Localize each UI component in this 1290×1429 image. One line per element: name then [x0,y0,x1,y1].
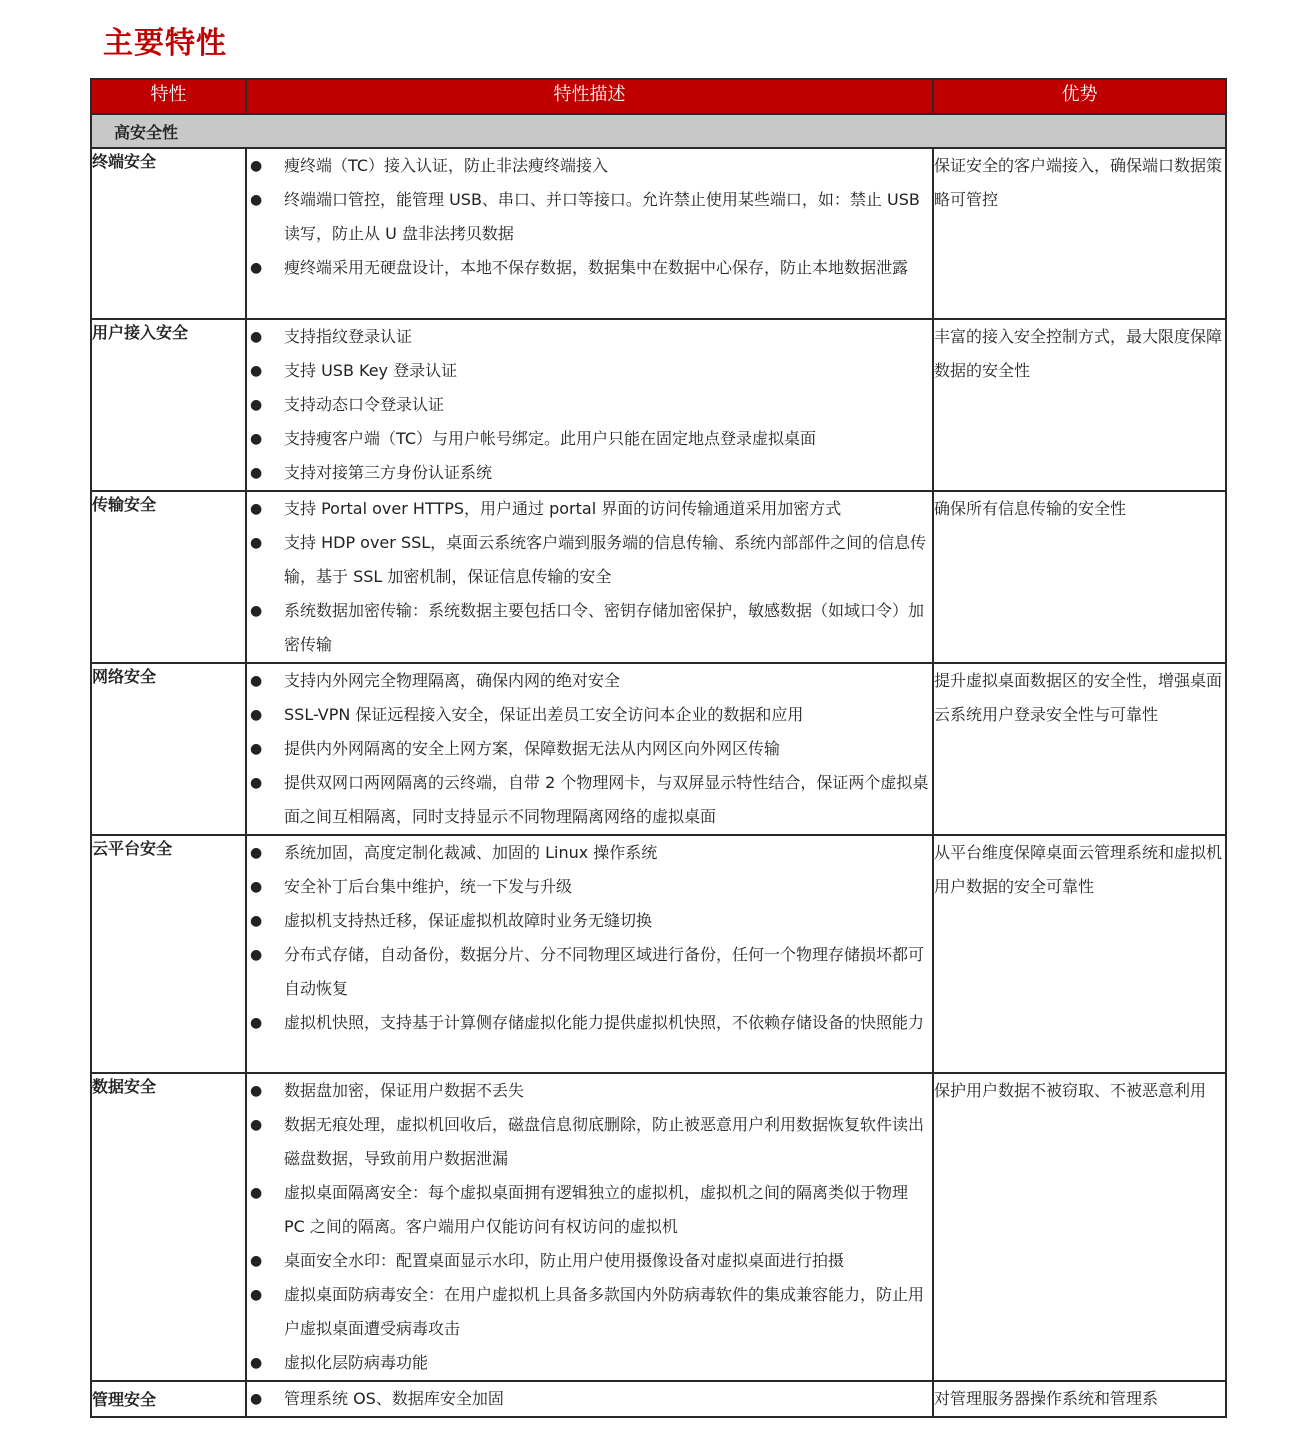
bullet-icon: ● [250,535,263,551]
feature-name: 终端安全 [91,148,246,319]
bullet-icon: ● [250,158,263,174]
table-row [91,491,1226,663]
page-title: 主要特性 [103,26,227,61]
bullet-text: 支持指纹登录认证 [284,327,413,346]
bullet-icon: ● [250,1355,263,1371]
feature-description [246,148,933,319]
feature-description [246,835,933,1073]
bullet-icon: ● [250,363,263,379]
bullet-item [247,870,932,904]
header-advantage: 优势 [933,79,1226,114]
feature-advantage: 提升虚拟桌面数据区的安全性，增强桌面云系统用户登录安全性与可靠性 [933,663,1226,835]
bullet-text: 数据无痕处理，虚拟机回收后，磁盘信息彻底删除，防止被恶意用户利用数据恢复软件读出磁盘数据，导致前用户数据泄漏 [284,1115,925,1168]
feature-name: 用户接入安全 [91,319,246,491]
bullet-item [247,698,932,732]
feature-description [246,491,933,663]
bullet-list [247,1382,932,1416]
feature-advantage: 确保所有信息传输的安全性 [933,491,1226,663]
bullet-item [247,251,932,285]
bullet-icon: ● [250,431,263,447]
bullet-text: 支持动态口令登录认证 [284,395,445,414]
bullet-item [247,766,932,834]
bullet-item [247,320,932,354]
feature-advantage: 保护用户数据不被窃取、不被恶意利用 [933,1073,1226,1381]
feature-advantage: 丰富的接入安全控制方式，最大限度保障数据的安全性 [933,319,1226,491]
bullet-text: 管理系统 OS、数据库安全加固 [284,1389,504,1408]
bullet-item [247,422,932,456]
bullet-item [247,1176,932,1244]
table-row [91,319,1226,491]
bullet-list [247,320,932,490]
bullet-text: 虚拟机快照，支持基于计算侧存储虚拟化能力提供虚拟机快照，不依赖存储设备的快照能力 [284,1013,925,1032]
bullet-item [247,492,932,526]
bullet-item [247,836,932,870]
bullet-text: 支持瘦客户端（TC）与用户帐号绑定。此用户只能在固定地点登录虚拟桌面 [284,429,817,448]
bullet-icon: ● [250,1015,263,1031]
bullet-icon: ● [250,845,263,861]
bullet-icon: ● [250,501,263,517]
bullet-item [247,664,932,698]
bullet-item [247,1244,932,1278]
category-label: 高安全性 [91,114,1226,148]
bullet-item [247,1006,932,1040]
bullet-text: 虚拟桌面隔离安全：每个虚拟桌面拥有逻辑独立的虚拟机，虚拟机之间的隔离类似于物理 PC 之间的隔离。客户端用户仅能访问有权访问的虚拟机 [284,1183,909,1236]
header-description: 特性描述 [246,79,933,114]
bullet-text: 桌面安全水印：配置桌面显示水印，防止用户使用摄像设备对虚拟桌面进行拍摄 [284,1251,845,1270]
bullet-text: 系统加固，高度定制化裁减、加固的 Linux 操作系统 [284,843,658,862]
bullet-text: 瘦终端采用无硬盘设计，本地不保存数据，数据集中在数据中心保存，防止本地数据泄露 [284,258,909,277]
bullet-text: 支持内外网完全物理隔离，确保内网的绝对安全 [284,671,621,690]
bullet-icon: ● [250,1185,263,1201]
bullet-item [247,732,932,766]
table-header-row [91,79,1226,114]
feature-name: 传输安全 [91,491,246,663]
bullet-text: 提供双网口两网隔离的云终端，自带 2 个物理网卡，与双屏显示特性结合，保证两个虚拟桌面之间互相隔离，同时支持显示不同物理隔离网络的虚拟桌面 [284,773,929,826]
bullet-icon: ● [250,1253,263,1269]
bullet-text: 支持对接第三方身份认证系统 [284,463,493,482]
feature-table [90,78,1227,1418]
bullet-item [247,1278,932,1346]
bullet-icon: ● [250,775,263,791]
feature-description [246,663,933,835]
bullet-icon: ● [250,947,263,963]
bullet-icon: ● [250,1287,263,1303]
bullet-list [247,1074,932,1380]
header-feature: 特性 [91,79,246,114]
bullet-list [247,149,932,285]
bullet-icon: ● [250,465,263,481]
bullet-item [247,526,932,594]
feature-description [246,1381,933,1417]
bullet-item [247,594,932,662]
bullet-text: 分布式存储，自动备份，数据分片、分不同物理区域进行备份，任何一个物理存储损坏都可自动恢复 [284,945,925,998]
table-row [91,1073,1226,1381]
table-row [91,663,1226,835]
feature-name: 网络安全 [91,663,246,835]
bullet-item [247,354,932,388]
table-row [91,1381,1226,1417]
bullet-text: 支持 USB Key 登录认证 [284,361,458,380]
feature-advantage: 对管理服务器操作系统和管理系 [933,1381,1226,1417]
bullet-text: 虚拟化层防病毒功能 [284,1353,429,1372]
bullet-icon: ● [250,1083,263,1099]
bullet-icon: ● [250,603,263,619]
bullet-icon: ● [250,1117,263,1133]
bullet-item [247,904,932,938]
feature-description [246,1073,933,1381]
feature-name: 数据安全 [91,1073,246,1381]
bullet-text: 虚拟机支持热迁移，保证虚拟机故障时业务无缝切换 [284,911,653,930]
bullet-list [247,836,932,1040]
feature-description [246,319,933,491]
bullet-item [247,456,932,490]
feature-name: 云平台安全 [91,835,246,1073]
feature-name: 管理安全 [91,1381,246,1417]
bullet-icon: ● [250,707,263,723]
bullet-item [247,1074,932,1108]
bullet-text: SSL-VPN 保证远程接入安全，保证出差员工安全访问本企业的数据和应用 [284,705,804,724]
bullet-icon: ● [250,913,263,929]
bullet-list [247,492,932,662]
bullet-item [247,388,932,422]
table-row [91,148,1226,319]
bullet-text: 安全补丁后台集中维护，统一下发与升级 [284,877,573,896]
bullet-list [247,664,932,834]
feature-advantage: 保证安全的客户端接入，确保端口数据策略可管控 [933,148,1226,319]
bullet-text: 数据盘加密，保证用户数据不丢失 [284,1081,525,1100]
bullet-text: 系统数据加密传输：系统数据主要包括口令、密钥存储加密保护，敏感数据（如域口令）加密传输 [284,601,925,654]
bullet-text: 瘦终端（TC）接入认证，防止非法瘦终端接入 [284,156,609,175]
bullet-item [247,1346,932,1380]
bullet-icon: ● [250,673,263,689]
table-row [91,835,1226,1073]
bullet-icon: ● [250,329,263,345]
bullet-item [247,149,932,183]
bullet-text: 支持 Portal over HTTPS，用户通过 portal 界面的访问传输通道采用加密方式 [284,499,842,518]
bullet-icon: ● [250,1391,263,1407]
bullet-icon: ● [250,397,263,413]
bullet-item [247,183,932,251]
bullet-item [247,938,932,1006]
feature-advantage: 从平台维度保障桌面云管理系统和虚拟机用户数据的安全可靠性 [933,835,1226,1073]
bullet-text: 终端端口管控，能管理 USB、串口、并口等接口。允许禁止使用某些端口，如：禁止 USB 读写，防止从 U 盘非法拷贝数据 [284,190,920,243]
bullet-text: 提供内外网隔离的安全上网方案，保障数据无法从内网区向外网区传输 [284,739,781,758]
bullet-icon: ● [250,260,263,276]
category-row [91,114,1226,148]
bullet-text: 支持 HDP over SSL，桌面云系统客户端到服务端的信息传输、系统内部部件之间的信息传输，基于 SSL 加密机制，保证信息传输的安全 [284,533,927,586]
bullet-icon: ● [250,192,263,208]
bullet-item [247,1382,932,1416]
bullet-icon: ● [250,879,263,895]
bullet-item [247,1108,932,1176]
bullet-icon: ● [250,741,263,757]
bullet-text: 虚拟桌面防病毒安全：在用户虚拟机上具备多款国内外防病毒软件的集成兼容能力，防止用户虚拟桌面遭受病毒攻击 [284,1285,925,1338]
